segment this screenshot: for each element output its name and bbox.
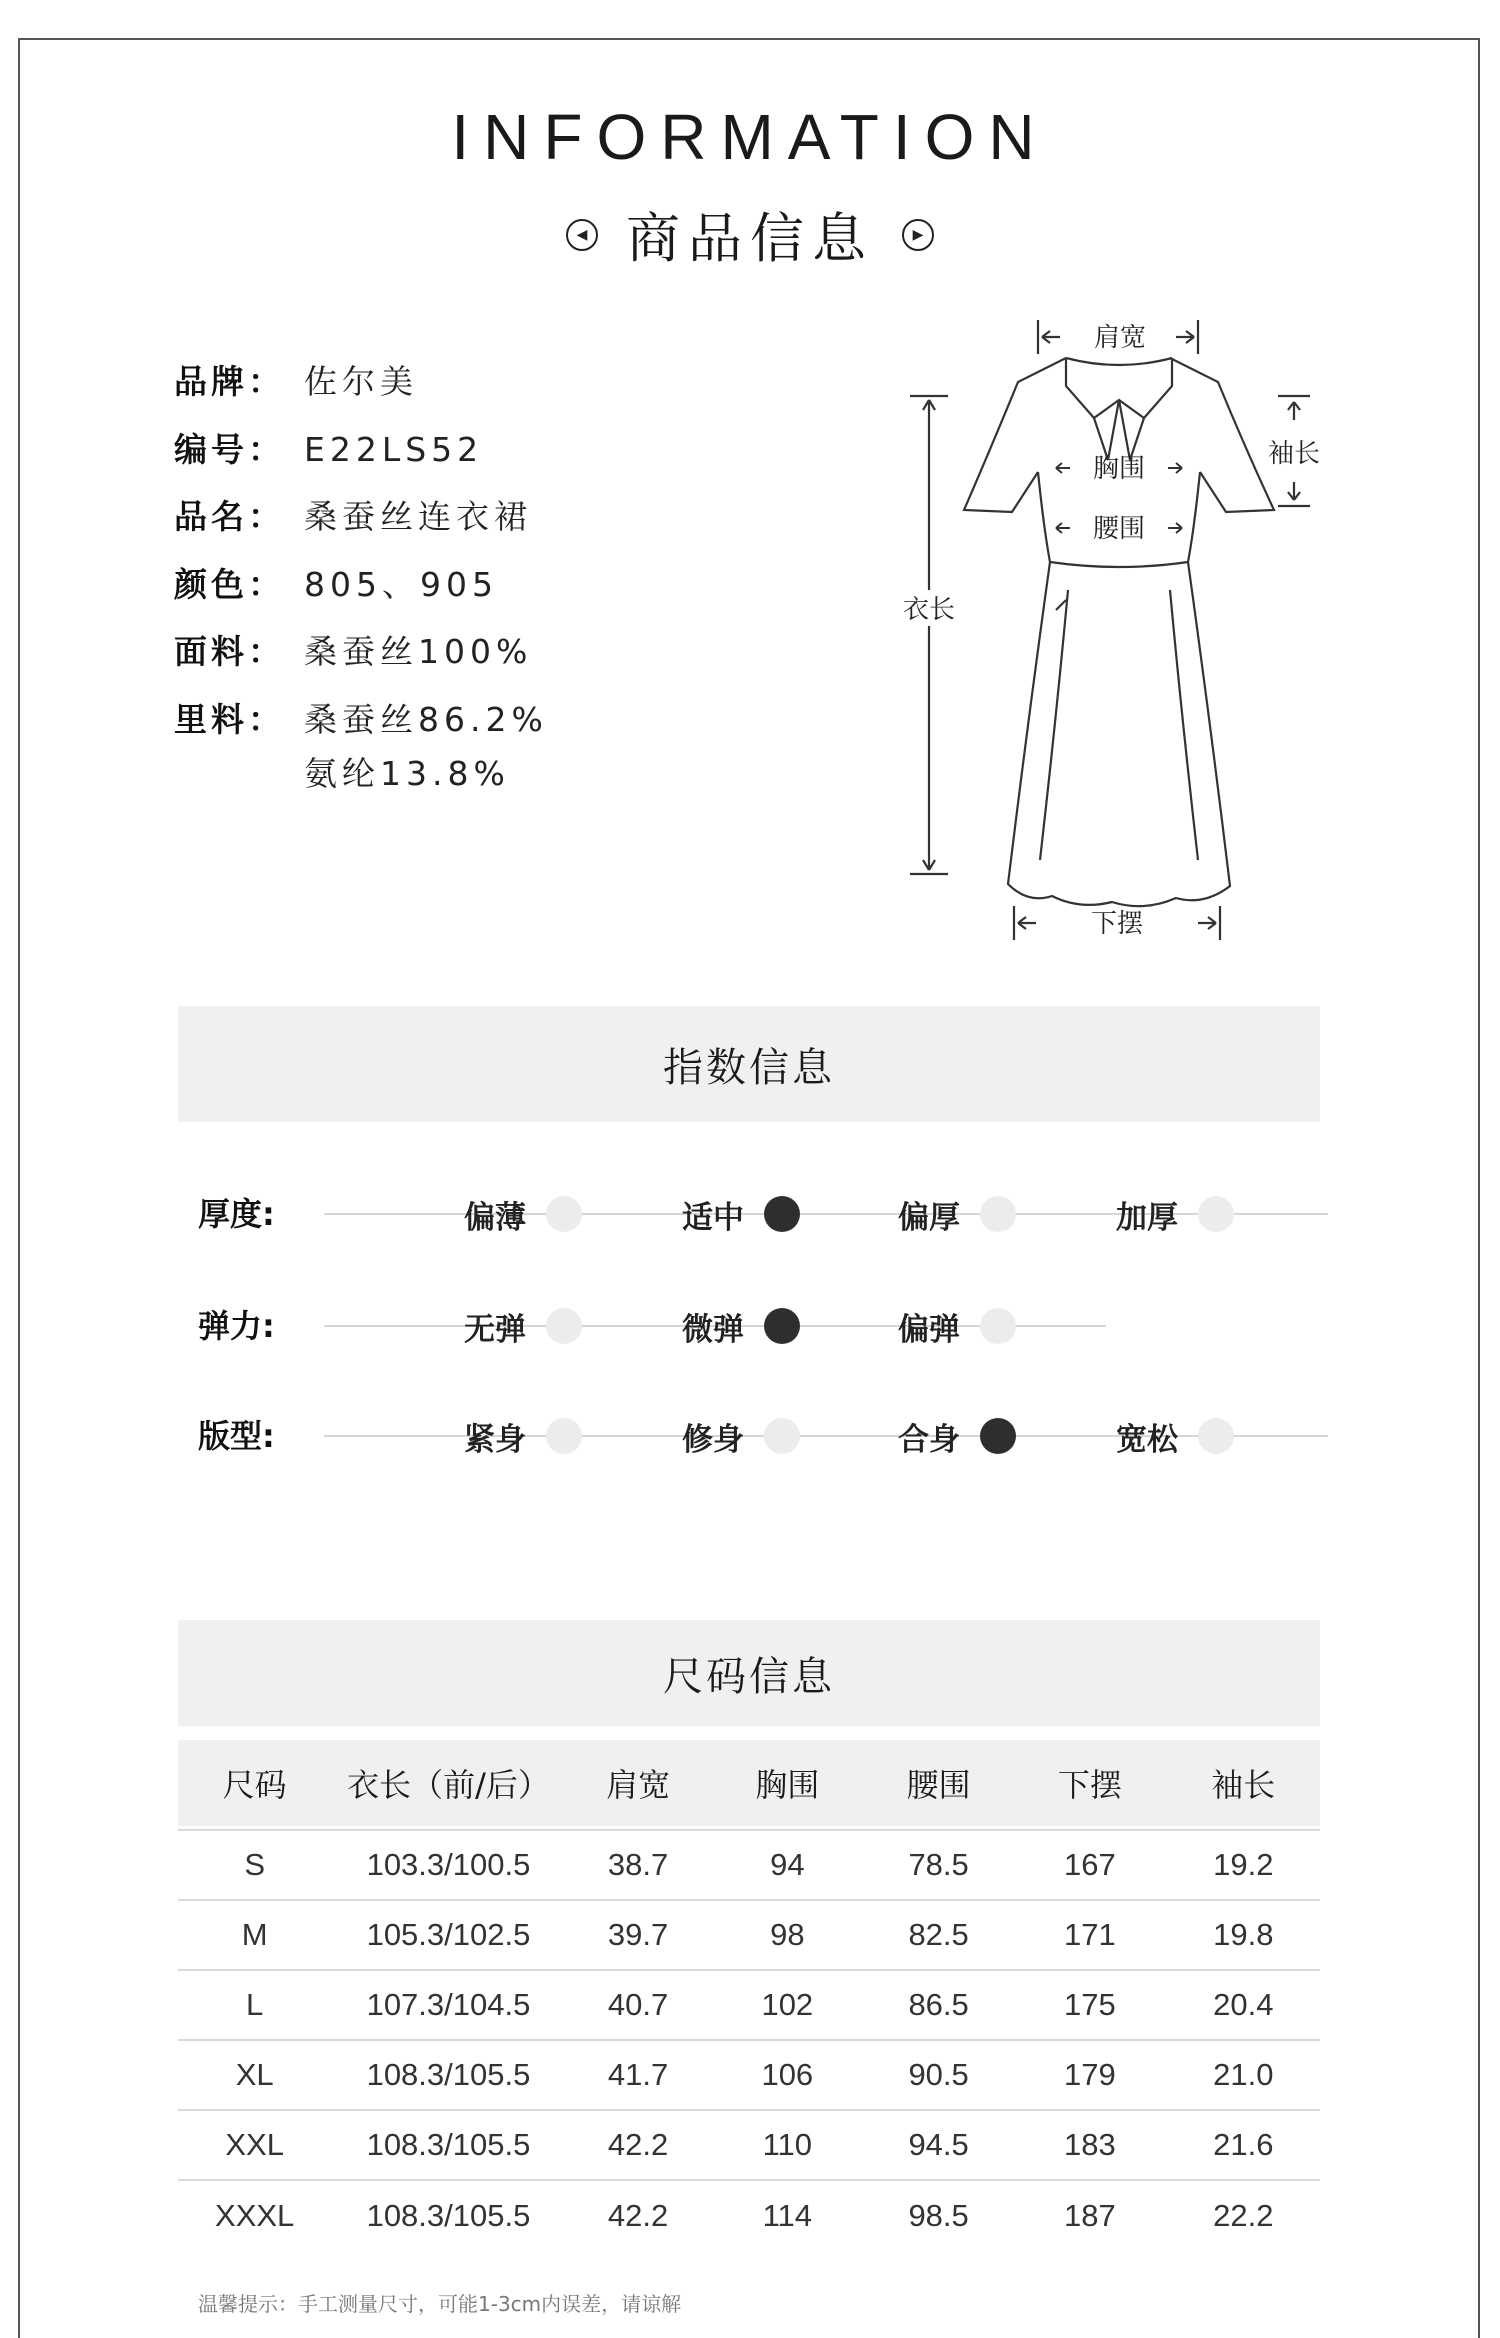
table-cell: 179 bbox=[1064, 2057, 1116, 2092]
option-label: 修身 bbox=[682, 1421, 744, 1458]
table-cell: 103.3/100.5 bbox=[366, 1847, 531, 1882]
index-option bbox=[654, 1184, 800, 1244]
title-chinese: 商品信息 bbox=[626, 207, 874, 270]
left-arrow-icon: ◀ bbox=[566, 219, 598, 251]
index-option bbox=[870, 1406, 1016, 1466]
info-label: 品牌： bbox=[174, 362, 285, 401]
dress-sketch bbox=[880, 300, 1321, 960]
table-cell: 42.2 bbox=[607, 2197, 669, 2233]
table-cell: 94 bbox=[770, 1847, 805, 1882]
index-option bbox=[1088, 1184, 1234, 1244]
option-label: 合身 bbox=[898, 1421, 960, 1458]
product-info-list bbox=[174, 362, 548, 835]
table-cell: 110 bbox=[762, 2127, 813, 2162]
table-cell: M bbox=[241, 1917, 268, 1952]
option-label: 偏弹 bbox=[898, 1311, 960, 1348]
info-value-group bbox=[304, 700, 548, 807]
option-dot bbox=[546, 1196, 582, 1232]
index-option bbox=[436, 1296, 582, 1356]
index-option bbox=[654, 1406, 800, 1466]
option-label: 宽松 bbox=[1116, 1421, 1178, 1458]
table-cell: 175 bbox=[1064, 1987, 1116, 2022]
info-label: 品名： bbox=[174, 497, 285, 537]
dress-measurement-diagram bbox=[880, 300, 1321, 960]
info-label: 里料： bbox=[174, 699, 285, 739]
info-value: 佐尔美 bbox=[304, 362, 418, 401]
table-header-row bbox=[178, 1740, 1320, 1826]
info-label: 编号： bbox=[174, 429, 285, 469]
info-value: 氨纶13.8% bbox=[304, 753, 510, 793]
table-row bbox=[178, 1830, 1320, 1900]
info-value: 桑蚕丝100% bbox=[304, 632, 533, 672]
label-hem: 下摆 bbox=[1090, 909, 1144, 939]
table-cell: 171 bbox=[1064, 1917, 1116, 1952]
info-color bbox=[174, 565, 548, 605]
table-cell: 108.3/105.5 bbox=[366, 2057, 531, 2092]
table-cell: 187 bbox=[1064, 2197, 1116, 2233]
option-dot bbox=[546, 1418, 582, 1454]
table-cell: 22.2 bbox=[1213, 2197, 1274, 2233]
table-header: 肩宽 bbox=[566, 1740, 711, 1826]
option-label: 适中 bbox=[682, 1199, 744, 1236]
index-row-elasticity bbox=[198, 1296, 1328, 1356]
index-option bbox=[436, 1184, 582, 1244]
info-value: E22LS52 bbox=[304, 429, 484, 469]
option-dot-selected bbox=[980, 1418, 1016, 1454]
table-cell: 20.4 bbox=[1213, 1987, 1274, 2022]
table-cell: 19.2 bbox=[1213, 1847, 1274, 1882]
option-dot-selected bbox=[764, 1196, 800, 1232]
table-header: 下摆 bbox=[1013, 1740, 1166, 1826]
info-code bbox=[174, 430, 548, 470]
index-option bbox=[436, 1406, 582, 1466]
table-cell: S bbox=[244, 1847, 266, 1882]
label-chest: 胸围 bbox=[1092, 454, 1146, 484]
info-label: 颜色： bbox=[174, 564, 285, 604]
option-dot bbox=[980, 1196, 1016, 1232]
table-cell: 183 bbox=[1064, 2127, 1116, 2162]
index-row-fit bbox=[198, 1406, 1328, 1466]
option-label: 偏薄 bbox=[464, 1199, 526, 1236]
table-row bbox=[178, 2180, 1320, 2250]
table-cell: XXXL bbox=[215, 2197, 295, 2233]
table-cell: 86.5 bbox=[908, 1987, 969, 2022]
table-row bbox=[178, 2040, 1320, 2110]
size-table bbox=[178, 1740, 1320, 2250]
table-cell: 107.3/104.5 bbox=[366, 1987, 531, 2022]
table-row bbox=[178, 2110, 1320, 2180]
table-header: 腰围 bbox=[864, 1740, 1013, 1826]
info-value: 805、905 bbox=[304, 564, 498, 604]
index-row-thickness bbox=[198, 1184, 1328, 1244]
table-row bbox=[178, 1900, 1320, 1970]
table-cell: 21.6 bbox=[1213, 2127, 1274, 2162]
index-section-header: 指数信息 bbox=[178, 1006, 1320, 1122]
table-cell: 98.5 bbox=[908, 2197, 969, 2233]
label-shoulder: 肩宽 bbox=[1093, 323, 1147, 353]
info-lining bbox=[174, 700, 548, 807]
index-label: 版型: bbox=[198, 1417, 275, 1455]
info-brand bbox=[174, 362, 548, 402]
index-option bbox=[654, 1296, 800, 1356]
option-label: 加厚 bbox=[1116, 1199, 1178, 1236]
table-cell: 98 bbox=[770, 1917, 805, 1952]
info-label: 面料： bbox=[174, 632, 285, 672]
table-header: 尺码 bbox=[178, 1740, 331, 1826]
table-cell: XXL bbox=[225, 2127, 284, 2162]
table-cell: 42.2 bbox=[607, 2127, 669, 2162]
label-waist: 腰围 bbox=[1092, 514, 1146, 544]
option-label: 无弹 bbox=[464, 1311, 526, 1348]
index-option bbox=[1088, 1406, 1234, 1466]
option-label: 微弹 bbox=[682, 1311, 744, 1348]
table-header: 胸围 bbox=[711, 1740, 864, 1826]
table-cell: 38.7 bbox=[607, 1847, 669, 1882]
table-cell: L bbox=[246, 1987, 264, 2022]
table-cell: 90.5 bbox=[908, 2057, 969, 2092]
label-sleeve: 袖长 bbox=[1267, 439, 1321, 469]
table-cell: XL bbox=[235, 2057, 274, 2092]
option-dot bbox=[764, 1418, 800, 1454]
table-cell: 108.3/105.5 bbox=[366, 2197, 531, 2233]
info-name bbox=[174, 497, 548, 537]
table-cell: 40.7 bbox=[607, 1987, 669, 2022]
size-section-header: 尺码信息 bbox=[178, 1620, 1320, 1726]
table-cell: 106 bbox=[761, 2057, 814, 2092]
table-cell: 114 bbox=[762, 2197, 813, 2233]
info-fabric bbox=[174, 632, 548, 672]
option-dot bbox=[546, 1308, 582, 1344]
measurement-note: 温馨提示：手工测量尺寸，可能1-3cm内误差，请谅解 bbox=[198, 2292, 682, 2316]
table-cell: 105.3/102.5 bbox=[366, 1917, 531, 1952]
index-option bbox=[870, 1184, 1016, 1244]
table-cell: 39.7 bbox=[607, 1917, 669, 1952]
table-cell: 21.0 bbox=[1213, 2057, 1274, 2092]
title-english: INFORMATION bbox=[451, 101, 1049, 173]
option-dot bbox=[1198, 1418, 1234, 1454]
index-label: 厚度: bbox=[198, 1195, 275, 1233]
info-value: 桑蚕丝86.2% bbox=[304, 699, 548, 739]
table-cell: 102 bbox=[761, 1987, 814, 2022]
option-dot-selected bbox=[764, 1308, 800, 1344]
table-header: 衣长（前/后） bbox=[331, 1740, 565, 1826]
table-cell: 108.3/105.5 bbox=[366, 2127, 531, 2162]
table-cell: 82.5 bbox=[908, 1917, 969, 1952]
option-dot bbox=[980, 1308, 1016, 1344]
right-arrow-icon: ▶ bbox=[902, 219, 934, 251]
table-cell: 41.7 bbox=[607, 2057, 669, 2092]
option-dot bbox=[1198, 1196, 1234, 1232]
table-row bbox=[178, 1970, 1320, 2040]
table-cell: 78.5 bbox=[908, 1847, 969, 1882]
info-value: 桑蚕丝连衣裙 bbox=[304, 497, 532, 537]
index-option bbox=[870, 1296, 1016, 1356]
option-label: 偏厚 bbox=[898, 1199, 960, 1236]
table-header: 袖长 bbox=[1167, 1740, 1320, 1826]
title-chinese-row bbox=[0, 196, 1500, 273]
table-cell: 94.5 bbox=[908, 2127, 969, 2162]
table-cell: 19.8 bbox=[1213, 1917, 1274, 1952]
table-cell: 167 bbox=[1064, 1847, 1116, 1882]
option-label: 紧身 bbox=[464, 1421, 526, 1458]
index-label: 弹力: bbox=[198, 1307, 275, 1345]
label-length: 衣长 bbox=[902, 595, 956, 625]
